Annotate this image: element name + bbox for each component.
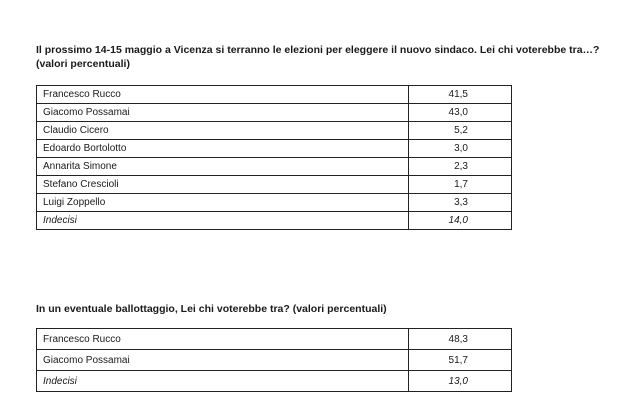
candidate-name: Giacomo Possamai xyxy=(37,350,409,371)
table-row xyxy=(37,104,512,122)
table-row xyxy=(37,158,512,176)
candidate-name: Giacomo Possamai xyxy=(37,104,409,122)
table-row-undecided xyxy=(37,371,512,392)
table-row-undecided xyxy=(37,212,512,230)
candidate-percentage: 5,2 xyxy=(409,122,512,140)
table-row xyxy=(37,86,512,104)
candidate-name: Francesco Rucco xyxy=(37,86,409,104)
candidate-percentage: 48,3 xyxy=(409,329,512,350)
undecided-label: Indecisi xyxy=(37,371,409,392)
candidate-percentage: 51,7 xyxy=(409,350,512,371)
first-round-note: (valori percentuali) xyxy=(36,58,130,70)
undecided-percentage: 14,0 xyxy=(409,212,512,230)
candidate-name: Annarita Simone xyxy=(37,158,409,176)
table-row xyxy=(37,194,512,212)
runoff-table xyxy=(36,328,512,392)
table-row xyxy=(37,140,512,158)
candidate-percentage: 41,5 xyxy=(409,86,512,104)
candidate-name: Francesco Rucco xyxy=(37,329,409,350)
runoff-question: In un eventuale ballottaggio, Lei chi voterebbe tra? (valori percentuali) xyxy=(36,303,387,315)
table-row xyxy=(37,176,512,194)
undecided-percentage: 13,0 xyxy=(409,371,512,392)
first-round-question: Il prossimo 14-15 maggio a Vicenza si terranno le elezioni per eleggere il nuovo sindaco. Lei chi voterebbe tra…? xyxy=(36,44,600,56)
candidate-percentage: 2,3 xyxy=(409,158,512,176)
candidate-name: Stefano Crescioli xyxy=(37,176,409,194)
candidate-name: Edoardo Bortolotto xyxy=(37,140,409,158)
candidate-percentage: 1,7 xyxy=(409,176,512,194)
candidate-percentage: 3,0 xyxy=(409,140,512,158)
undecided-label: Indecisi xyxy=(37,212,409,230)
table-row xyxy=(37,329,512,350)
candidate-name: Claudio Cicero xyxy=(37,122,409,140)
candidate-percentage: 43,0 xyxy=(409,104,512,122)
table-row xyxy=(37,122,512,140)
first-round-table xyxy=(36,85,512,230)
table-row xyxy=(37,350,512,371)
candidate-percentage: 3,3 xyxy=(409,194,512,212)
candidate-name: Luigi Zoppello xyxy=(37,194,409,212)
